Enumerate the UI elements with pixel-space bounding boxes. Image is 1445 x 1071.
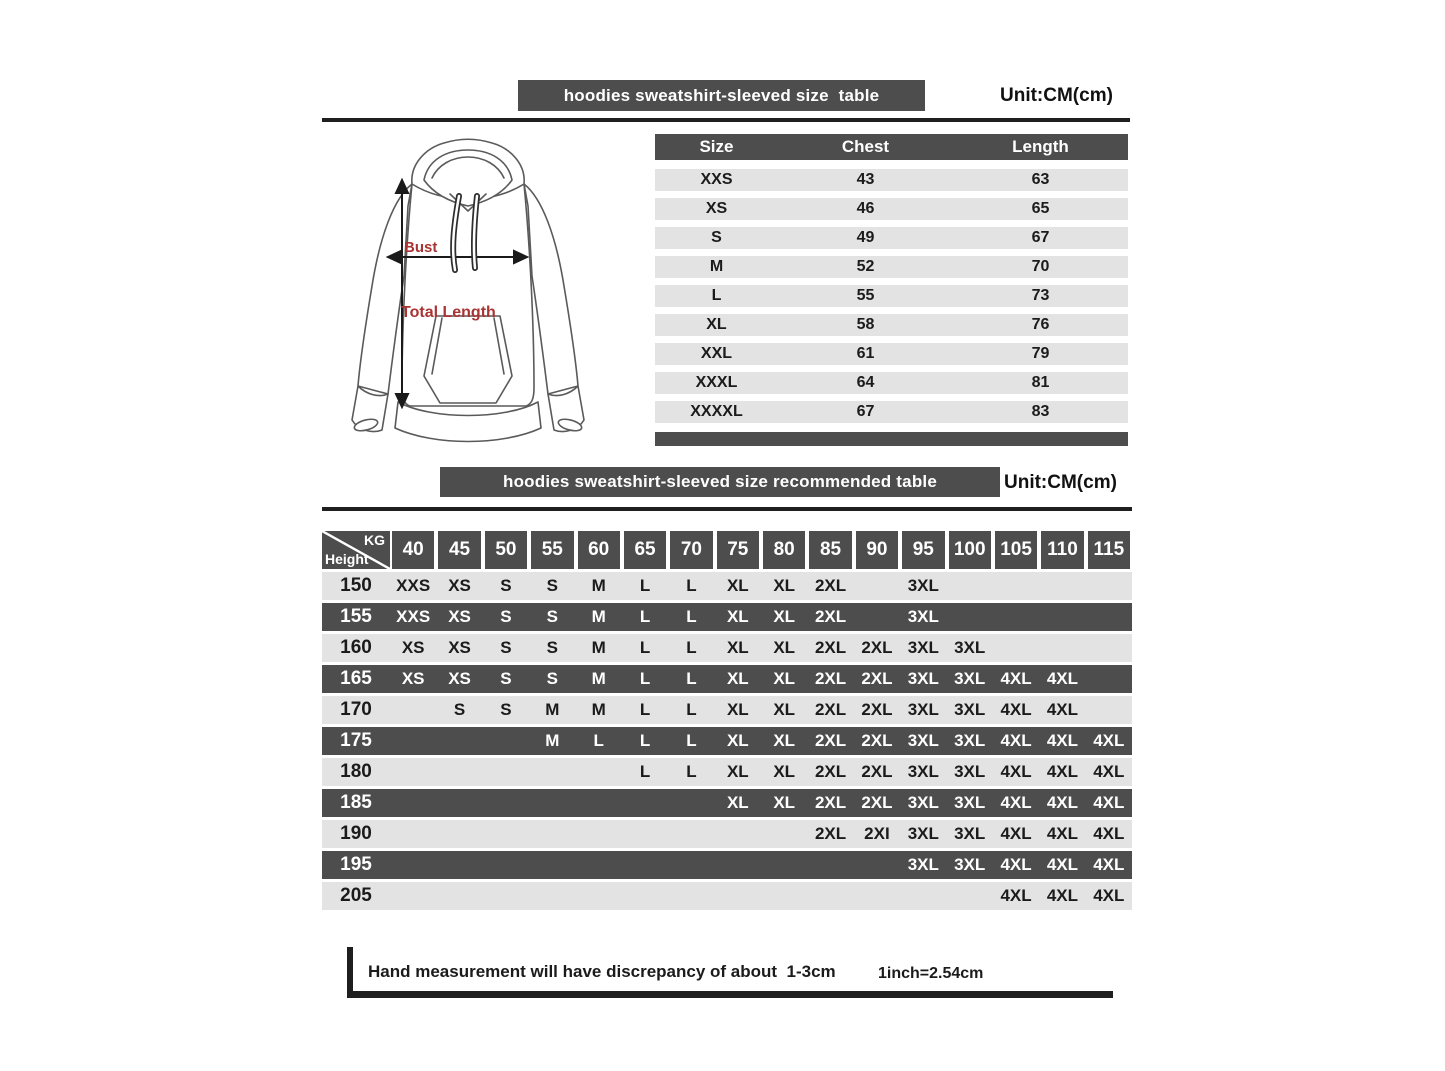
chest-cell: 67 xyxy=(856,403,875,420)
size-cell: XL xyxy=(773,669,796,688)
measurement-note: Hand measurement will have discrepancy of about 1-3cm xyxy=(368,962,836,981)
unit-label-2: Unit:CM(cm) xyxy=(1004,472,1117,493)
size-cell: L xyxy=(639,762,651,781)
chest-cell: 58 xyxy=(856,316,875,333)
size-cell: 4XL xyxy=(1046,855,1079,874)
length-cell: 76 xyxy=(1031,316,1050,333)
table-row xyxy=(655,343,1128,365)
size-cell: XS xyxy=(448,607,471,626)
chest-cell: 52 xyxy=(856,258,875,275)
size-table-body xyxy=(655,169,1128,423)
size-cell: S xyxy=(500,700,512,719)
length-cell: 73 xyxy=(1031,287,1050,304)
size-cell: S xyxy=(500,669,512,688)
size-cell: L xyxy=(639,669,651,688)
size-cell: 2XL xyxy=(861,793,893,812)
table-row xyxy=(655,314,1128,336)
size-cell: XL xyxy=(726,607,749,626)
size-cell: 4XL xyxy=(1046,824,1079,843)
divider-top xyxy=(322,118,1130,122)
size-cell: 3XL xyxy=(954,731,986,750)
size-cell: L xyxy=(686,576,697,595)
weight-header-cell: 50 xyxy=(485,531,527,569)
size-cell: 3XL xyxy=(954,855,986,874)
size-cell: L xyxy=(686,638,697,657)
size-cell: L xyxy=(593,731,604,750)
size-cell: 2XL xyxy=(814,638,847,657)
size-cell: XL xyxy=(726,700,749,719)
size-cell: 3XL xyxy=(954,669,986,688)
recommended-row xyxy=(322,665,1132,693)
size-cell: 4XL xyxy=(1000,762,1032,781)
chest-cell: 43 xyxy=(856,171,875,188)
recommended-table-body xyxy=(322,572,1132,910)
note-left-bar xyxy=(347,947,353,994)
chest-cell: 49 xyxy=(856,229,875,246)
table-row xyxy=(655,285,1128,307)
total-length-label: Total Length xyxy=(401,304,496,321)
weight-header-cell: 85 xyxy=(809,531,851,569)
size-cell: XL xyxy=(773,607,796,626)
inch-conversion-note: 1inch=2.54cm xyxy=(878,965,984,982)
size-cell: 4XL xyxy=(1093,731,1125,750)
size-cell: XS xyxy=(401,669,425,688)
size-cell: L xyxy=(639,576,651,595)
size-cell: 3XL xyxy=(907,855,939,874)
height-cell: 155 xyxy=(340,606,372,627)
recommended-row xyxy=(322,727,1132,755)
recommended-table-header xyxy=(322,531,1132,569)
size-cell: M xyxy=(591,700,606,719)
height-cell: 175 xyxy=(340,730,372,751)
size-cell: M xyxy=(545,731,560,750)
length-cell: 63 xyxy=(1031,171,1050,188)
size-cell: L xyxy=(639,638,651,657)
size-cell: XL xyxy=(706,316,727,333)
recommended-row xyxy=(322,758,1132,786)
size-cell: XXL xyxy=(700,345,733,362)
size-cell: 2XI xyxy=(864,824,890,843)
size-cell: XXS xyxy=(396,607,431,626)
recommended-size-table xyxy=(322,531,1132,910)
height-cell: 150 xyxy=(340,575,372,596)
size-cell: 3XL xyxy=(954,700,986,719)
size-cell: XL xyxy=(726,731,749,750)
size-cell: 4XL xyxy=(1000,824,1032,843)
size-cell: XL xyxy=(773,638,796,657)
size-cell: XS xyxy=(401,638,425,657)
size-cell: 3XL xyxy=(907,731,939,750)
size-cell: XL xyxy=(726,576,749,595)
length-cell: 81 xyxy=(1031,374,1050,391)
length-cell: 83 xyxy=(1031,403,1050,420)
size-cell: XXS xyxy=(396,576,431,595)
size-cell: 3XL xyxy=(907,824,939,843)
size-cell: 3XL xyxy=(907,700,939,719)
table-row xyxy=(655,169,1128,191)
size-cell: S xyxy=(546,576,558,595)
size-cell: XL xyxy=(773,762,796,781)
size-cell: 4XL xyxy=(1046,762,1079,781)
weight-header-cell: 60 xyxy=(578,531,620,569)
size-cell: 2XL xyxy=(861,762,893,781)
hoodie-illustration xyxy=(332,136,604,460)
height-cell: 195 xyxy=(340,854,372,875)
note-bottom-bar xyxy=(347,991,1113,998)
size-cell: S xyxy=(453,700,466,719)
size-cell: S xyxy=(500,638,512,657)
size-cell: 4XL xyxy=(1000,700,1032,719)
length-cell: 70 xyxy=(1031,258,1050,275)
height-cell: 180 xyxy=(340,761,372,782)
size-cell: XXXXL xyxy=(690,403,743,420)
size-cell: S xyxy=(500,607,512,626)
weight-header-cell: 105 xyxy=(995,531,1037,569)
size-cell: 4XL xyxy=(1093,793,1125,812)
size-cell: L xyxy=(686,669,697,688)
height-cell: 185 xyxy=(340,792,372,813)
corner-kg-label: KG xyxy=(364,532,385,548)
size-cell: L xyxy=(686,700,697,719)
size-cell: XS xyxy=(448,576,471,595)
size-cell: XXXL xyxy=(695,374,738,391)
size-cell: 2XL xyxy=(814,700,847,719)
size-cell: M xyxy=(591,607,606,626)
chest-cell: 61 xyxy=(856,345,875,362)
length-cell: 65 xyxy=(1031,200,1050,217)
weight-header-cell: 40 xyxy=(392,531,434,569)
recommended-table-title-bar xyxy=(440,467,1000,497)
size-cell: 4XL xyxy=(1000,886,1032,905)
table-row xyxy=(655,372,1128,394)
weight-header-cell: 115 xyxy=(1088,531,1130,569)
weight-header-cell: 100 xyxy=(949,531,991,569)
size-cell: 3XL xyxy=(907,762,939,781)
size-cell: 4XL xyxy=(1000,731,1032,750)
recommended-row xyxy=(322,634,1132,662)
size-cell: 2XL xyxy=(814,607,847,626)
unit-label-1: Unit:CM(cm) xyxy=(1000,85,1113,106)
size-cell: 2XL xyxy=(861,669,893,688)
size-cell: L xyxy=(686,607,697,626)
size-cell: XL xyxy=(773,731,796,750)
recommended-row xyxy=(322,789,1132,817)
weight-header-cell: 90 xyxy=(856,531,898,569)
size-cell: 3XL xyxy=(954,793,986,812)
recommended-row xyxy=(322,696,1132,724)
size-cell: 2XL xyxy=(814,793,847,812)
size-cell: M xyxy=(591,638,606,657)
weight-header-cell: 45 xyxy=(438,531,480,569)
size-cell: XL xyxy=(773,793,796,812)
size-cell: L xyxy=(639,700,651,719)
size-cell: XL xyxy=(726,762,749,781)
size-cell: 2XL xyxy=(814,824,847,843)
size-cell: 4XL xyxy=(1093,824,1125,843)
size-cell: L xyxy=(711,287,722,304)
recommended-row xyxy=(322,882,1132,910)
chest-cell: 55 xyxy=(856,287,875,304)
size-cell: 3XL xyxy=(954,824,986,843)
size-cell: L xyxy=(686,762,697,781)
weight-header-cell: 80 xyxy=(763,531,805,569)
size-cell: 4XL xyxy=(1046,700,1079,719)
column-header: Length xyxy=(1012,137,1069,156)
weight-header-cell: 95 xyxy=(902,531,944,569)
table-row xyxy=(655,401,1128,423)
table-row xyxy=(655,256,1128,278)
size-cell: M xyxy=(545,700,560,719)
divider-middle xyxy=(322,507,1132,511)
column-header: Chest xyxy=(841,137,890,156)
size-cell: M xyxy=(591,669,606,688)
size-cell: 4XL xyxy=(1046,793,1079,812)
length-cell: 67 xyxy=(1031,229,1050,246)
size-cell: 2XL xyxy=(861,731,893,750)
size-table-title-bar xyxy=(518,80,925,111)
size-cell: XL xyxy=(726,793,749,812)
size-cell: XL xyxy=(773,700,796,719)
size-cell: 3XL xyxy=(907,576,939,595)
weight-header-cell: 75 xyxy=(717,531,759,569)
hoodie-diagram xyxy=(332,136,604,460)
height-cell: 205 xyxy=(340,885,372,906)
weight-header-cell: 70 xyxy=(670,531,712,569)
size-cell: 3XL xyxy=(954,638,986,657)
size-cell: 4XL xyxy=(1046,886,1079,905)
size-cell: XS xyxy=(448,669,471,688)
size-table xyxy=(655,134,1128,446)
recommended-table-title: hoodies sweatshirt-sleeved size recommended table xyxy=(502,472,937,491)
size-cell: L xyxy=(686,731,697,750)
size-cell: XL xyxy=(726,669,749,688)
chest-cell: 46 xyxy=(856,200,875,217)
recommended-row xyxy=(322,572,1132,600)
height-cell: 170 xyxy=(340,699,372,720)
size-cell: S xyxy=(546,638,558,657)
size-cell: 3XL xyxy=(907,669,939,688)
size-cell: 2XL xyxy=(861,638,893,657)
size-cell: L xyxy=(639,731,651,750)
size-cell: XL xyxy=(726,638,749,657)
size-cell: 4XL xyxy=(1046,731,1079,750)
size-cell: S xyxy=(711,229,722,246)
size-cell: S xyxy=(546,607,558,626)
size-cell: 4XL xyxy=(1093,855,1125,874)
size-cell: XL xyxy=(773,576,796,595)
size-cell: 4XL xyxy=(1093,886,1125,905)
size-cell: 4XL xyxy=(1093,762,1125,781)
size-cell: M xyxy=(591,576,606,595)
recommended-row xyxy=(322,851,1132,879)
recommended-row xyxy=(322,603,1132,631)
size-cell: 2XL xyxy=(814,731,847,750)
size-cell: 3XL xyxy=(907,607,939,626)
size-cell: 3XL xyxy=(907,638,939,657)
size-cell: S xyxy=(546,669,558,688)
weight-header-cell: 110 xyxy=(1041,531,1083,569)
size-cell: XS xyxy=(448,638,471,657)
column-header: Size xyxy=(699,137,734,156)
recommended-row xyxy=(322,820,1132,848)
size-cell: 4XL xyxy=(1046,669,1079,688)
length-cell: 79 xyxy=(1031,345,1050,362)
weight-header-cell: 65 xyxy=(624,531,666,569)
size-cell: 3XL xyxy=(907,793,939,812)
size-cell: 2XL xyxy=(814,669,847,688)
size-cell: 2XL xyxy=(861,700,893,719)
size-cell: L xyxy=(639,607,651,626)
size-cell: XS xyxy=(705,200,728,217)
height-cell: 160 xyxy=(340,637,372,658)
height-cell: 190 xyxy=(340,823,372,844)
height-cell: 165 xyxy=(340,668,372,689)
weight-header-cell: 55 xyxy=(531,531,573,569)
corner-height-label: Height xyxy=(325,551,369,567)
size-cell: 4XL xyxy=(1000,669,1032,688)
size-cell: 4XL xyxy=(1000,793,1032,812)
size-cell: 4XL xyxy=(1000,855,1032,874)
size-table-footer-bar xyxy=(655,432,1128,446)
bust-label: Bust xyxy=(404,239,438,256)
table-row xyxy=(655,198,1128,220)
size-table-header xyxy=(655,134,1128,160)
size-cell: 2XL xyxy=(814,576,847,595)
size-cell: 2XL xyxy=(814,762,847,781)
corner-cell xyxy=(322,531,390,569)
size-cell: M xyxy=(709,258,724,275)
size-cell: XXS xyxy=(700,171,733,188)
size-cell: S xyxy=(500,576,512,595)
table-row xyxy=(655,227,1128,249)
size-table-title: hoodies sweatshirt-sleeved size table xyxy=(563,85,880,105)
size-cell: 3XL xyxy=(954,762,986,781)
chest-cell: 64 xyxy=(856,374,875,391)
